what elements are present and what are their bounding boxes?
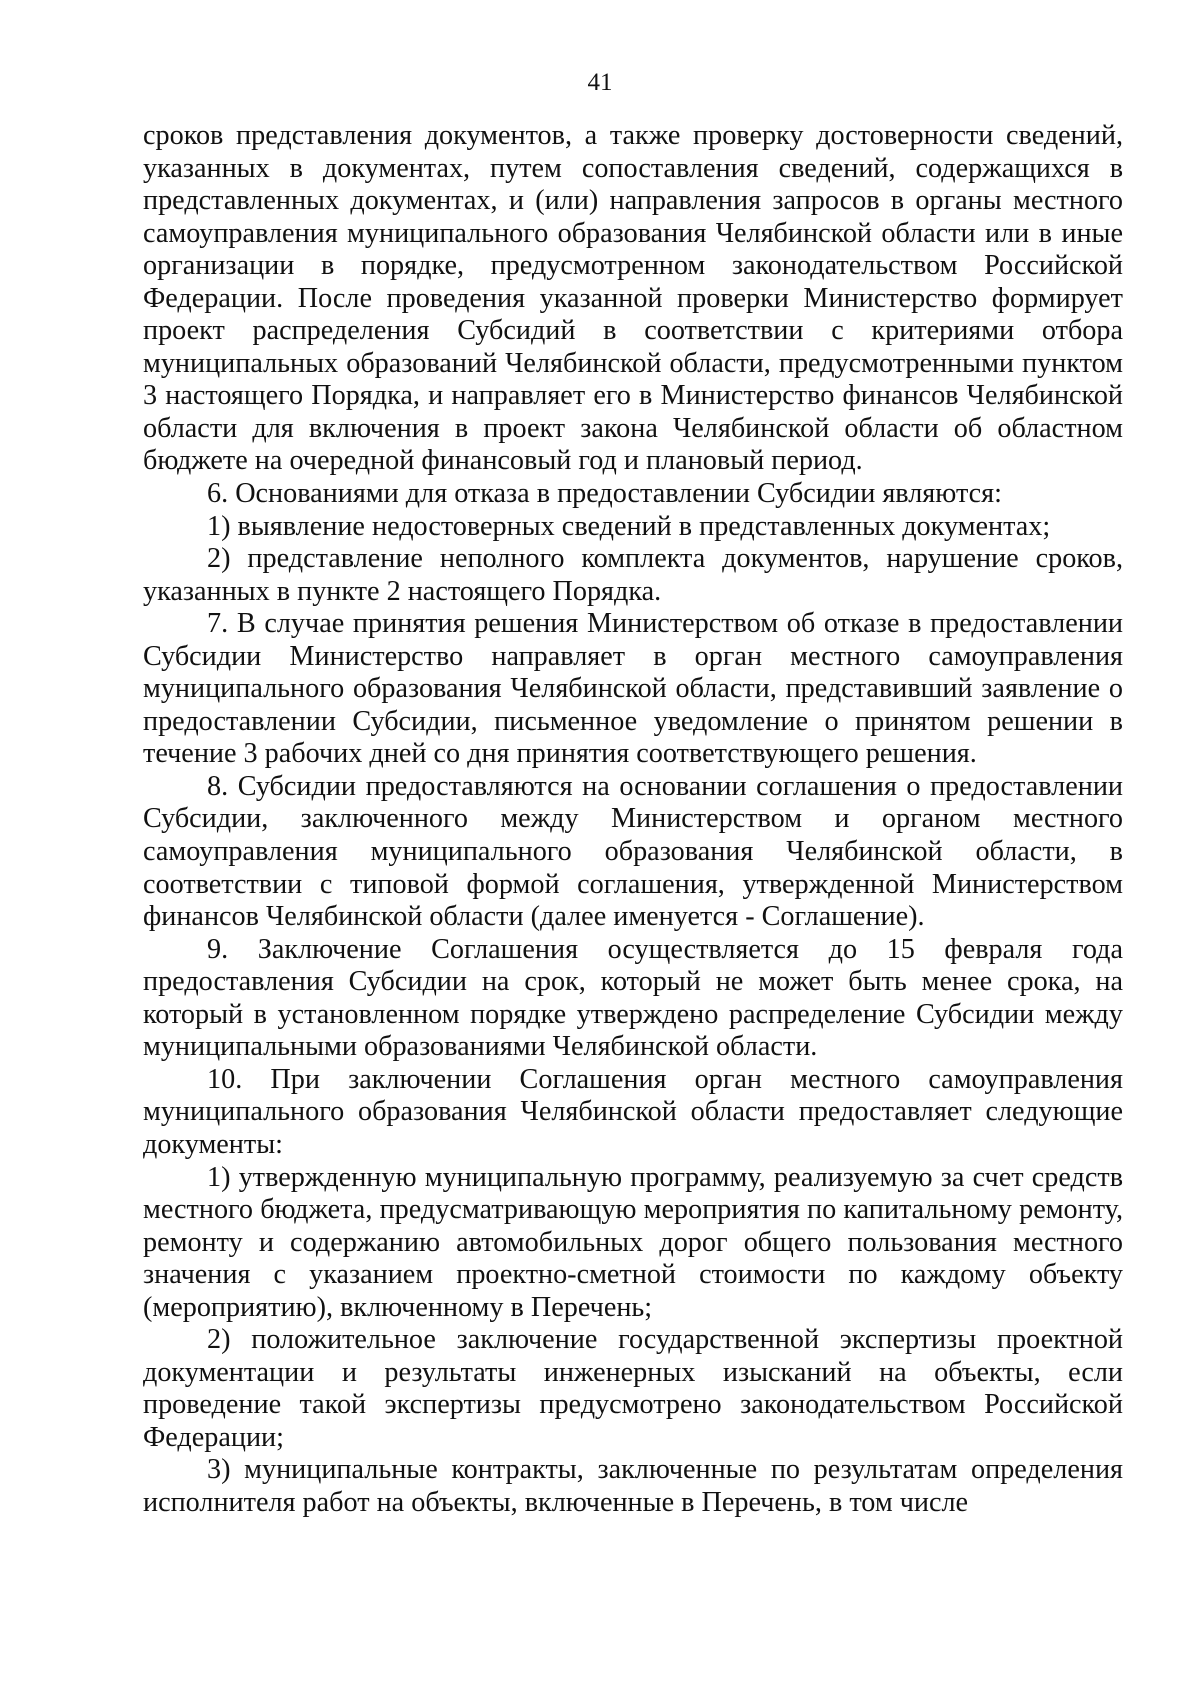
paragraph-item-10-1: 1) утвержденную муниципальную программу, реализуемую за счет средств местного бюджета, предусматривающую мероприятия по капитальному ремонту, ремонту и содержанию автомобильных дорог общего пользования местного значения с указанием проектно-сметной стоимости по каждому объекту (мероприятию), включенному в Перечень;: [143, 1161, 1123, 1323]
paragraph-item-8: 8. Субсидии предоставляются на основании соглашения о предоставлении Субсидии, заключенного между Министерством и органом местного самоуправления муниципального образования Челябинской области, в соответствии с типовой формой соглашения, утвержденной Министерством финансов Челябинской области (далее именуется - Соглашение).: [143, 770, 1123, 933]
paragraph-item-10: 10. При заключении Соглашения орган местного самоуправления муниципального образования Челябинской области предоставляет следующие документы:: [143, 1063, 1123, 1160]
paragraph-item-6-2: 2) представление неполного комплекта документов, нарушение сроков, указанных в пункте 2 настоящего Порядка.: [143, 543, 1123, 607]
paragraph-item-9: 9. Заключение Соглашения осуществляется до 15 февраля года предоставления Субсидии на срок, который не может быть менее срока, на который в установленном порядке утверждено распределение Субсидии между муниципальными образованиями Челябинской области.: [143, 933, 1123, 1063]
paragraph-item-10-3: 3) муниципальные контракты, заключенные по результатам определения исполнителя работ на объекты, включенные в Перечень, в том числе: [143, 1454, 1123, 1518]
paragraph-continuation: сроков представления документов, а также проверку достоверности сведений, указанных в документах, путем сопоставления сведений, содержащихся в представленных документах, и (или) направления запросов в органы местного самоуправления муниципального образования Челябинской области или в иные организации в порядке, предусмотренном законодательством Российской Федерации. После проведения указанной проверки Министерство формирует проект распределения Субсидий в соответствии с критериями отбора муниципальных образований Челябинской области, предусмотренными пунктом 3 настоящего Порядка, и направляет его в Министерство финансов Челябинской области для включения в проект закона Челябинской области об областном бюджете на очередной финансовый год и плановый период.: [143, 120, 1123, 477]
paragraph-item-10-2: 2) положительное заключение государственной экспертизы проектной документации и результаты инженерных изысканий на объекты, если проведение такой экспертизы предусмотрено законодательством Российской Федерации;: [143, 1324, 1123, 1453]
paragraph-item-6: 6. Основаниями для отказа в предоставлении Субсидии являются:: [207, 478, 1002, 510]
paragraph-item-7: 7. В случае принятия решения Министерством об отказе в предоставлении Субсидии Министерство направляет в орган местного самоуправления муниципального образования Челябинской области, представивший заявление о предоставлении Субсидии, письменное уведомление о принятом решении в течение 3 рабочих дней со дня принятия соответствующего решения.: [143, 608, 1123, 770]
paragraph-item-6-1: 1) выявление недостоверных сведений в представленных документах;: [207, 510, 1051, 542]
document-body: [143, 120, 1123, 1520]
page-number: 41: [587, 69, 613, 96]
